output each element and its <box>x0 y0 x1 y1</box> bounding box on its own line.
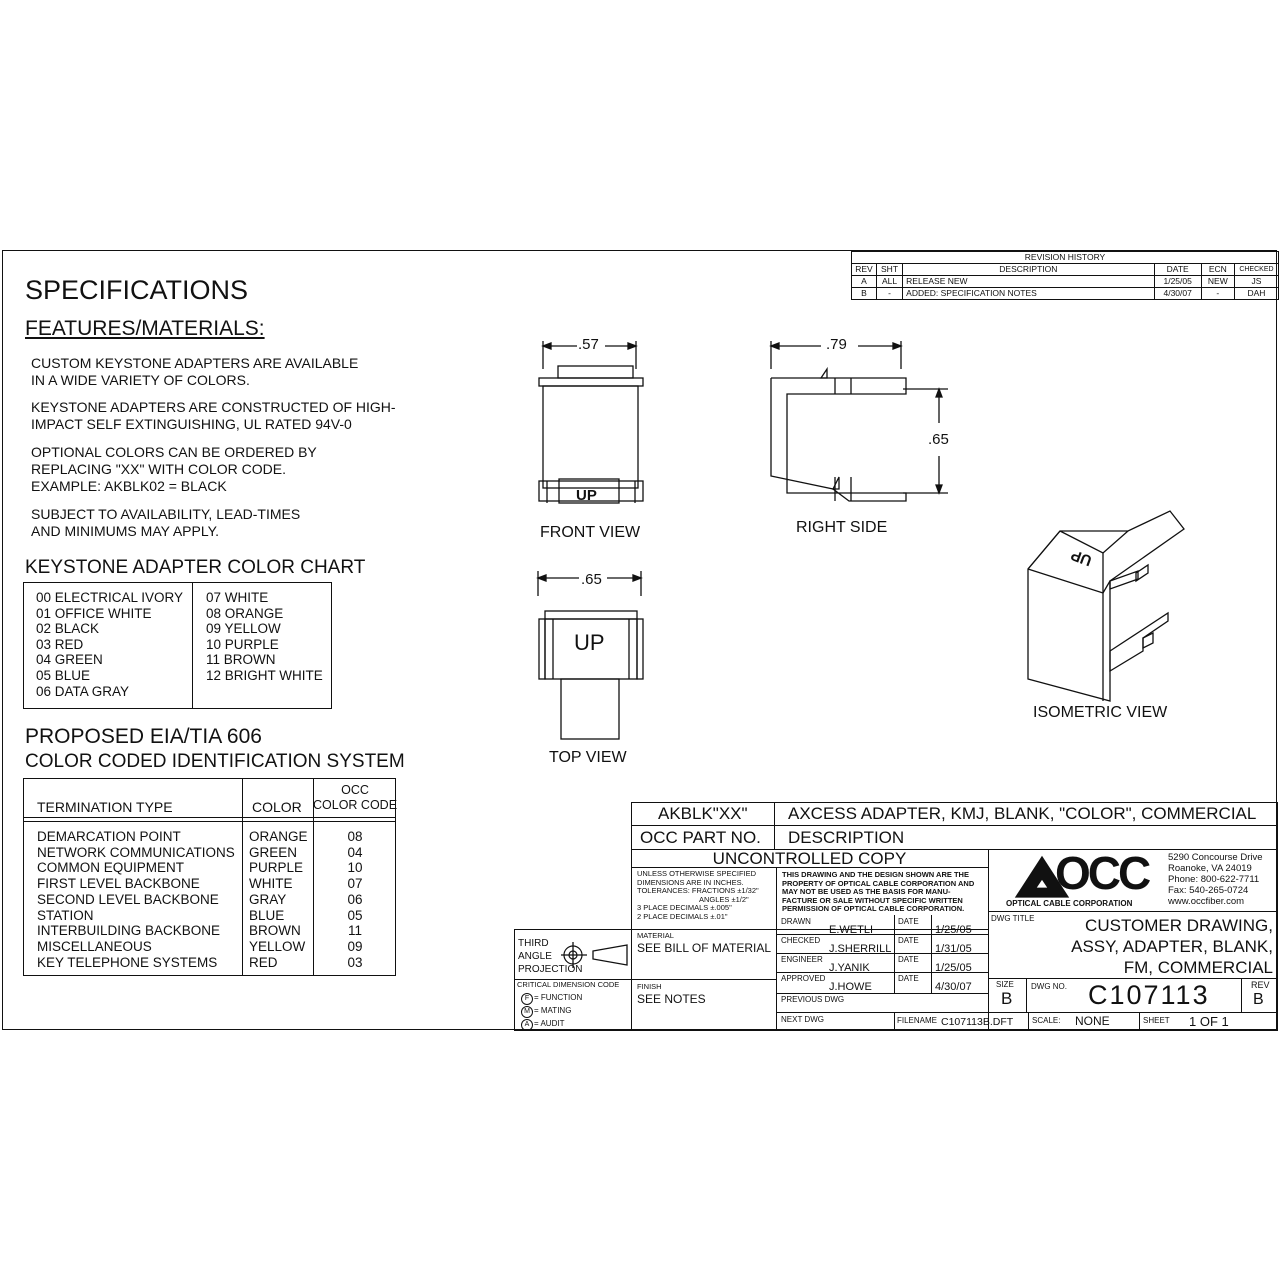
eia-color-cell: PURPLE <box>249 860 304 876</box>
signoff-role: DRAWN <box>781 917 811 926</box>
sheet-label: SHEET <box>1143 1016 1170 1025</box>
signoff-date: 1/25/05 <box>935 924 972 936</box>
signoff-date-label: DATE <box>898 936 919 945</box>
eia-color-cell: ORANGE <box>249 829 308 844</box>
eia-header-color: COLOR <box>252 799 302 815</box>
scale-label: SCALE: <box>1032 1016 1061 1025</box>
top-width-dimension: .65 <box>581 571 602 588</box>
signoff-divider <box>776 934 988 935</box>
eia-color-cell: WHITE <box>249 876 293 892</box>
color-chart-item: 07 WHITE <box>206 590 269 605</box>
front-up-mark: UP <box>576 487 597 504</box>
eia-header-termination: TERMINATION TYPE <box>37 799 173 815</box>
critical-code-circle: M <box>521 1006 533 1018</box>
color-chart-item: 11 BROWN <box>206 652 276 668</box>
company-name: OPTICAL CABLE CORPORATION <box>1006 899 1133 908</box>
signoff-name: J.SHERRILL <box>829 943 892 955</box>
size-value: B <box>1001 989 1013 1008</box>
property-line: PERMISSION OF OPTICAL CABLE CORPORATION. <box>782 904 965 913</box>
color-chart-table <box>23 582 332 709</box>
property-line: FACTURE OR SALE WITHOUT SPECIFIC WRITTEN <box>782 895 963 905</box>
address-line: Phone: 800-622-7711 <box>1168 874 1260 885</box>
revision-cell: NEW <box>1201 276 1234 288</box>
address-line: Roanoke, VA 24019 <box>1168 863 1252 874</box>
color-chart-item: 04 GREEN <box>36 652 103 668</box>
eia-color-cell: BLUE <box>249 907 285 923</box>
color-chart-item: 10 PURPLE <box>206 636 279 652</box>
revision-header-cell: CHECKED <box>1234 264 1278 276</box>
projection-line: THIRD <box>518 938 549 949</box>
color-chart-item: 06 DATA GRAY <box>36 683 130 699</box>
drawing-title-line: ASSY, ADAPTER, BLANK, <box>1071 937 1273 956</box>
company-address <box>1168 852 1263 907</box>
right-side-label: RIGHT SIDE <box>796 519 888 536</box>
rev-label: REV <box>1251 980 1270 990</box>
eia-subtitle: COLOR CODED IDENTIFICATION SYSTEM <box>25 751 405 772</box>
eia-termination-cell: SECOND LEVEL BACKBONE <box>37 891 219 907</box>
eia-color-cell: GREEN <box>249 844 298 860</box>
tolerance-line: UNLESS OTHERWISE SPECIFIED <box>637 869 757 878</box>
revision-cell: DAH <box>1234 288 1278 300</box>
front-view-label: FRONT VIEW <box>540 524 641 541</box>
spec-paragraph-3: OPTIONAL COLORS CAN BE ORDERED BY REPLACING "XX" WITH COLOR CODE. EXAMPLE: AKBLK02 = BLACK <box>31 444 317 494</box>
critical-dimension-codes <box>521 992 582 1031</box>
scale-value: NONE <box>1075 1014 1110 1028</box>
eia-code-cell: 03 <box>347 954 363 970</box>
color-chart-item: 05 BLUE <box>36 667 91 683</box>
drawing-title-line: FM, COMMERCIAL <box>1123 958 1273 977</box>
eia-termination-cell: DEMARCATION POINT <box>37 829 181 844</box>
critical-code-row <box>521 1005 582 1018</box>
part-number: AKBLK"XX" <box>658 804 748 823</box>
critical-code-meaning: = FUNCTION <box>534 993 583 1002</box>
sheet-value: 1 OF 1 <box>1189 1014 1229 1029</box>
eia-termination-cell: KEY TELEPHONE SYSTEMS <box>37 954 218 970</box>
next-dwg-label: NEXT DWG <box>781 1015 824 1024</box>
signoff-name: E.WETLI <box>829 924 874 936</box>
color-chart-item: 09 YELLOW <box>206 621 281 637</box>
eia-title: PROPOSED EIA/TIA 606 <box>25 725 262 748</box>
color-chart-item: 02 BLACK <box>36 621 100 637</box>
revision-cell: 1/25/05 <box>1154 276 1201 288</box>
revision-cell: B <box>852 288 877 300</box>
signoff-date-label: DATE <box>898 955 919 964</box>
color-chart-item: 08 ORANGE <box>206 605 284 621</box>
eia-code-cell: 07 <box>347 876 363 892</box>
property-line: THIS DRAWING AND THE DESIGN SHOWN ARE THE <box>782 870 969 879</box>
critical-dimension-label: CRITICAL DIMENSION CODE <box>517 980 620 989</box>
color-chart-item: 03 RED <box>36 636 84 652</box>
tolerance-notes <box>637 870 759 921</box>
iso-up-mark: UP <box>1068 545 1095 570</box>
eia-table <box>23 778 396 976</box>
critical-code-row <box>521 992 582 1005</box>
color-chart-item: 01 OFFICE WHITE <box>36 605 152 621</box>
eia-termination-cell: STATION <box>37 907 94 923</box>
revision-header-cell: ECN <box>1201 264 1234 276</box>
signoff-name: J.YANIK <box>829 962 870 974</box>
size-label: SIZE <box>996 980 1014 989</box>
eia-code-cell: 06 <box>347 891 363 907</box>
part-number-label: OCC PART NO. <box>640 828 761 847</box>
specifications-title: SPECIFICATIONS <box>25 275 249 305</box>
signoff-divider <box>776 953 988 954</box>
finish-label: FINISH <box>637 982 662 991</box>
revision-cell: - <box>1201 288 1234 300</box>
critical-code-meaning: = AUDIT <box>534 1019 565 1028</box>
revision-header-cell: REV <box>852 264 877 276</box>
revision-cell: RELEASE NEW <box>903 276 1154 288</box>
drawing-sheet <box>2 250 1277 1030</box>
eia-code-cell: 11 <box>347 923 362 939</box>
signoff-divider <box>776 972 988 973</box>
right-width-dimension: .79 <box>826 336 847 353</box>
signoff-role: CHECKED <box>781 936 821 945</box>
signoff-column-divider <box>931 915 932 993</box>
address-line: www.occfiber.com <box>1168 896 1245 907</box>
third-angle-projection-icon <box>561 939 631 973</box>
top-view-label: TOP VIEW <box>549 749 627 766</box>
isometric-view-label: ISOMETRIC VIEW <box>1033 704 1168 721</box>
color-chart-item: 12 BRIGHT WHITE <box>206 667 323 683</box>
critical-code-meaning: = MATING <box>534 1006 572 1015</box>
eia-code-cell: 08 <box>347 829 363 844</box>
revision-cell: 4/30/07 <box>1154 288 1201 300</box>
tolerance-line: DIMENSIONS ARE IN INCHES. <box>637 877 744 887</box>
color-chart-right-column <box>206 590 323 684</box>
eia-code-cell: 05 <box>347 907 363 923</box>
front-width-dimension: .57 <box>578 336 599 353</box>
color-chart-item: 00 ELECTRICAL IVORY <box>36 590 184 605</box>
revision-history-title: REVISION HISTORY <box>852 252 1279 264</box>
critical-code-circle: A <box>521 1019 533 1031</box>
signoff-date-label: DATE <box>898 974 919 983</box>
color-chart-title: KEYSTONE ADAPTER COLOR CHART <box>25 557 366 578</box>
right-height-dimension: .65 <box>928 431 949 448</box>
eia-termination-cell: FIRST LEVEL BACKBONE <box>37 876 200 892</box>
previous-dwg-label: PREVIOUS DWG <box>781 995 845 1004</box>
dwg-title-label: DWG TITLE <box>991 914 1035 923</box>
tolerance-line: 2 PLACE DECIMALS ±.01" <box>637 911 728 921</box>
eia-termination-cell: INTERBUILDING BACKBONE <box>37 923 221 939</box>
property-line: PROPERTY OF OPTICAL CABLE CORPORATION AND <box>782 878 975 888</box>
rev-value: B <box>1253 991 1264 1008</box>
eia-color-cell: RED <box>249 954 278 970</box>
tolerance-line: 3 PLACE DECIMALS ±.005" <box>637 903 732 912</box>
revision-cell: JS <box>1234 276 1278 288</box>
eia-termination-cell: MISCELLANEOUS <box>37 938 152 954</box>
address-line: 5290 Concourse Drive <box>1168 852 1263 863</box>
top-up-mark: UP <box>574 630 605 655</box>
eia-color-cell: GRAY <box>249 891 287 907</box>
revision-cell: A <box>852 276 877 288</box>
spec-paragraph-1: CUSTOM KEYSTONE ADAPTERS ARE AVAILABLE IN A WIDE VARIETY OF COLORS. <box>31 355 359 388</box>
eia-code-cell: 09 <box>347 938 363 954</box>
part-description: AXCESS ADAPTER, KMJ, BLANK, "COLOR", COMMERCIAL <box>788 804 1257 823</box>
filename-value: C107113B.DFT <box>941 1016 1014 1028</box>
signoff-column-divider <box>894 915 895 993</box>
drawing-title <box>1033 915 1273 978</box>
critical-code-row <box>521 1018 582 1031</box>
description-label: DESCRIPTION <box>788 828 905 847</box>
material-value: SEE BILL OF MATERIAL <box>637 941 772 955</box>
revision-cell: - <box>876 288 902 300</box>
uncontrolled-copy: UNCONTROLLED COPY <box>712 849 907 868</box>
signoff-name: J.HOWE <box>829 981 872 993</box>
top-view-drawing <box>523 566 663 756</box>
revision-header-cell: DATE <box>1154 264 1201 276</box>
projection-line: PROJECTION <box>518 964 583 975</box>
revision-header-cell: SHT <box>876 264 902 276</box>
eia-termination-cell: NETWORK COMMUNICATIONS <box>37 844 235 860</box>
tolerance-line: TOLERANCES: FRACTIONS ±1/32" <box>637 886 759 895</box>
revision-cell: ALL <box>876 276 902 288</box>
signoff-date: 1/31/05 <box>935 943 972 955</box>
spec-paragraph-2: KEYSTONE ADAPTERS ARE CONSTRUCTED OF HIGH- IMPACT SELF EXTINGUISHING, UL RATED 94V-0 <box>31 399 396 432</box>
eia-code-cell: 10 <box>347 860 363 876</box>
projection-line: ANGLE <box>518 951 552 962</box>
filename-label: FILENAME <box>897 1016 938 1025</box>
signoff-date: 4/30/07 <box>935 981 972 993</box>
occ-logo-text: OCC <box>1055 847 1149 899</box>
material-label: MATERIAL <box>637 931 674 940</box>
property-notice <box>782 871 974 914</box>
spec-paragraph-4: SUBJECT TO AVAILABILITY, LEAD-TIMES AND MINIMUMS MAY APPLY. <box>31 506 301 539</box>
eia-color-cell: YELLOW <box>249 938 306 954</box>
address-line: Fax: 540-265-0724 <box>1168 885 1249 896</box>
signoff-role: ENGINEER <box>781 955 823 964</box>
revision-history <box>851 251 1279 300</box>
signoff-date: 1/25/05 <box>935 962 972 974</box>
critical-code-circle: F <box>521 993 533 1005</box>
revision-header-cell: DESCRIPTION <box>903 264 1154 276</box>
dwg-no-label: DWG NO. <box>1031 982 1067 991</box>
tolerance-line: ANGLES ±1/2" <box>699 894 749 904</box>
eia-code-cell: 04 <box>347 844 363 860</box>
features-title: FEATURES/MATERIALS: <box>25 317 265 340</box>
property-line: MAY NOT BE USED AS THE BASIS FOR MANU- <box>782 887 951 896</box>
revision-cell: ADDED: SPECIFICATION NOTES <box>903 288 1154 300</box>
eia-termination-cell: COMMON EQUIPMENT <box>37 860 184 876</box>
eia-header-occ-code: OCC COLOR CODE <box>313 783 398 812</box>
dwg-number: C107113 <box>1088 980 1210 1010</box>
eia-color-cell: BROWN <box>249 923 301 939</box>
finish-value: SEE NOTES <box>637 992 706 1006</box>
drawing-title-line: CUSTOMER DRAWING, <box>1085 916 1273 935</box>
color-chart-left-column <box>36 590 183 699</box>
isometric-drawing <box>1018 501 1198 701</box>
signoff-date-label: DATE <box>898 917 919 926</box>
signoff-role: APPROVED <box>781 974 826 983</box>
